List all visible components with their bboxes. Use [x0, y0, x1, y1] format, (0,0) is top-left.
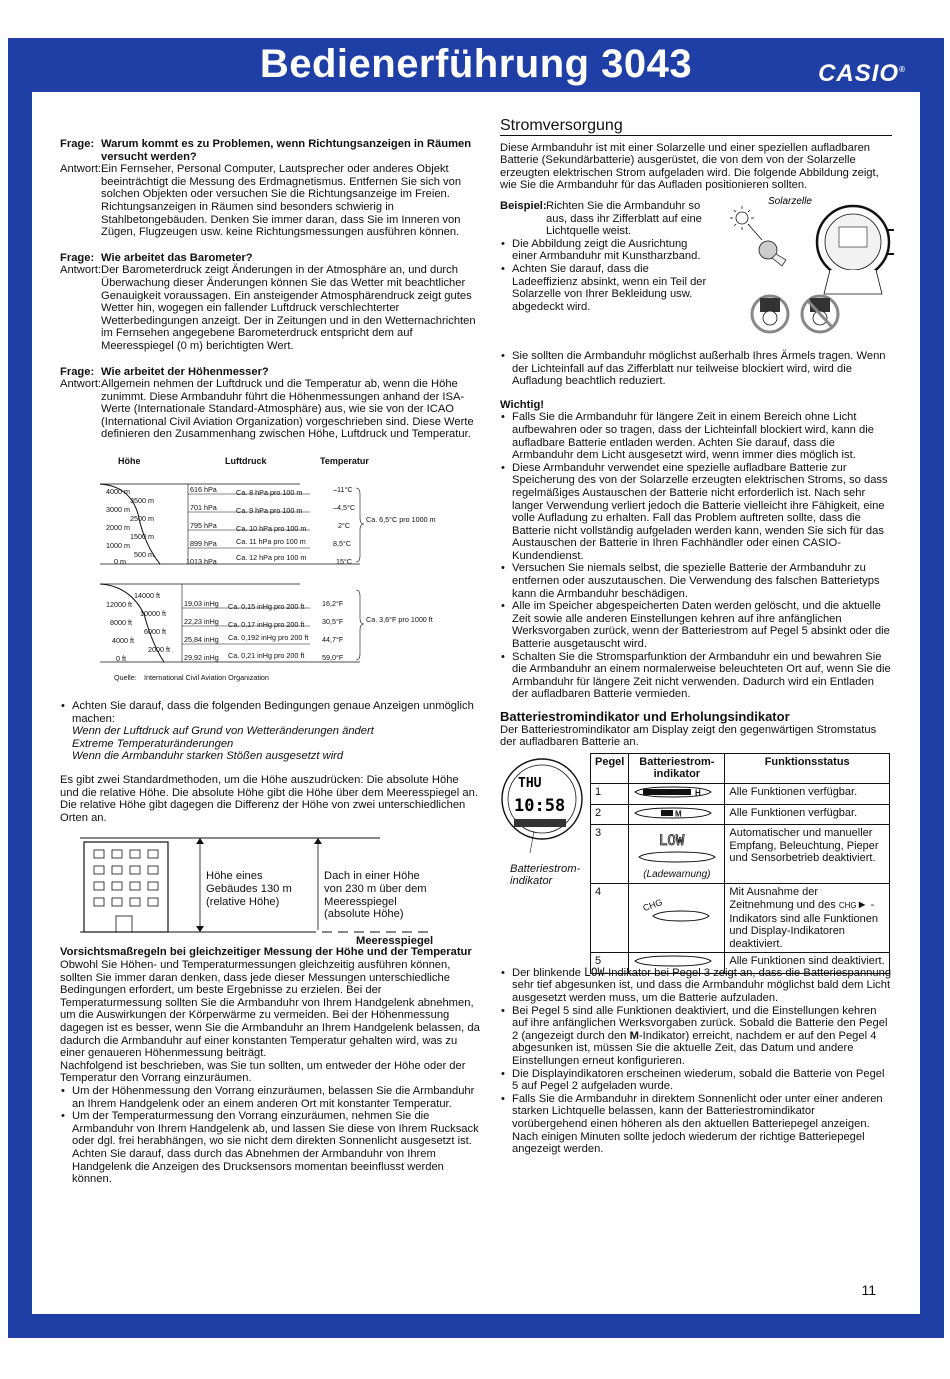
left-column [60, 138, 480, 1186]
conditions-list [60, 700, 480, 763]
relative-height-label: Höhe eines Gebäudes 130 m (relative Höhe) [206, 870, 292, 908]
note-text: -Indikator) erreicht, nachdem er auf den Pegel 4 abgesunken ist, müssen Sie die aktuelle Zeit, das Datum und andere Einstellungen erneut konfigurieren. [512, 1029, 877, 1067]
display-time: 10:58 [514, 795, 566, 816]
table-row [591, 825, 890, 884]
no-cover-icon [752, 296, 838, 332]
list-item [500, 967, 892, 1005]
question-label: Frage: [60, 138, 95, 150]
precaution-title: Vorsichtsmaßregeln bei gleichzeitiger Messung der Höhe und der Temperatur [60, 946, 472, 959]
metric-rate: Ca. 9 hPa pro 100 m [236, 506, 303, 516]
building-diagram [60, 836, 480, 946]
metric-alt: 1000 m [106, 541, 130, 551]
metric-pressure: 795 hPa [190, 521, 217, 531]
building-icon [84, 842, 168, 932]
battery-table [590, 753, 890, 974]
imperial-pressure: 19,03 inHg [184, 599, 219, 609]
indicator-cell [629, 804, 725, 825]
metric-rate: Ca. 10 hPa pro 100 m [236, 524, 307, 534]
note-text: Der blinkende [512, 966, 585, 979]
example-list [500, 238, 710, 314]
isa-header-altitude: Höhe [118, 456, 141, 467]
level-cell: 4 [591, 884, 629, 953]
indicator-letter: H [695, 788, 702, 798]
charge-warning-label: (Ladewarnung) [643, 868, 711, 880]
imperial-alt: 12000 ft [106, 600, 132, 610]
answer-label: Antwort: [60, 264, 102, 277]
solar-cell-label: Solarzelle [768, 195, 812, 207]
answer-text: Allgemein nehmen der Luftdruck und die Temperatur ab, wenn die Höhe zunimmt. Diese Armbanduhr führt die Höhenmessungen anhand der ISA-Werte (Internationale Standard-Atmosphäre) aus, wie sie von der ICAO (International Civil Aviation Organization) vorgeschrieben sind. Diese Werte definieren den Zusammenhang zwischen Höhe, Luftdruck und Temperatur. [101, 378, 474, 441]
battery-indicator-icon [633, 955, 713, 967]
table-header: Pegel [591, 753, 629, 783]
list-item [500, 1005, 892, 1068]
imperial-alt: 4000 ft [112, 636, 134, 646]
metric-temp: 8,5°C [333, 539, 352, 549]
condition-item: Wenn die Armbanduhr starken Stößen ausgesetzt wird [72, 750, 344, 763]
indicator-caption: Batteriestrom-indikator [510, 862, 581, 888]
chg-text: CHG [641, 897, 665, 914]
indicator-letter: M [675, 809, 683, 819]
answer-text: Der Barometerdruck zeigt Änderungen in der Atmosphäre an, und durch Überwachung dieser Änderungen können Sie das Wetter mit beachtlicher Genauigkeit voraussagen. Ein ansteigender Atmosphärendruck zeigt gutes Wetter hin, wogegen ein fallender Luftdruck verschlechterter Wetterbedingungen anzeigt. Der in Zeitungen und in den Wetternachrichten im Fernsehen angegebene Barometerdruck entspricht dem auf Meeresspiegel (0 m) berichtigten Wert. [101, 264, 476, 352]
level-cell: 1 [591, 783, 629, 804]
metric-pressure: 701 hPa [190, 503, 217, 513]
registered-mark: ® [899, 65, 906, 74]
sea-level-label: Meeresspiegel [356, 935, 434, 948]
page-number: 11 [861, 1282, 876, 1298]
precaution-list [60, 1085, 480, 1186]
table-row [591, 804, 890, 825]
metric-alt: 3000 m [106, 505, 130, 515]
isa-diagram [60, 454, 480, 694]
watch-display-illustration [500, 757, 584, 857]
page-content [32, 92, 920, 1314]
question-text: Wie arbeitet das Barometer? [101, 251, 253, 264]
list-item: • Diese Armbanduhr verwendet eine spezielle aufladbare Batterie zur Speicherung des von der Solarzelle erzeugten elektrischen Stroms, so dass regelmäßiges Austauschen der Batterie nicht erforderlich ist. Nach sehr langer Verwendung verliert jedoch die Batterie vielleicht ihre Fähigkeit, eine volle Aufladung zu erhalten. Fall das Problem auftreten sollte, dass die Batterie nicht vollständig aufgeladen werden kann, wenden Sie sich für das Austauschen der Batterie in Ihren Fachhändler oder einen CASIO-Kundendienst. [500, 462, 892, 563]
isa-header-temperature: Temperatur [320, 456, 369, 467]
example-text: Richten Sie die Armbanduhr so aus, dass ihr Zifferblatt auf eine Lichtquelle weist. [546, 199, 702, 238]
sleeve-list [500, 350, 892, 388]
status-cell: Alle Funktionen verfügbar. [725, 783, 890, 804]
metric-alt: 4000 m [106, 487, 130, 497]
level-cell: 2 [591, 804, 629, 825]
list-item: • Die Displayindikatoren erscheinen wiederum, sobald die Batterie von Pegel 5 auf Pegel 2 aufgeladen wurde. [500, 1068, 892, 1093]
imperial-pressure: 22,23 inHg [184, 617, 219, 627]
example-block [500, 195, 892, 350]
imperial-alt-mid: 6000 ft [144, 627, 166, 637]
page-title: Bedienerführung 3043 [259, 42, 693, 86]
section-title-power: Stromversorgung [500, 120, 892, 136]
status-cell: Mit Ausnahme der Zeitnehmung und des CHG► -Indikators sind alle Funktionen und Display-Indikatoren deaktiviert. [725, 884, 890, 953]
question-text: Wie arbeitet der Höhenmesser? [101, 365, 269, 378]
imperial-alt: 8000 ft [110, 618, 132, 628]
metric-temp: –11°C [333, 485, 353, 495]
warning-list [500, 411, 892, 701]
list-item: • Alle im Speicher abgespeicherten Daten werden gelöscht, und die aktuelle Zeit sowie alle anderen Einstellungen kehren auf ihre anfänglichen Werksvorgaben zurück, wenn der Batteriestrom auf Pegel 5 absinkt oder die Batterie ausgetauscht wird. [500, 600, 892, 650]
low-text: LOW [658, 833, 685, 850]
imperial-alt: 0 ft [116, 654, 126, 664]
status-text-b: -Indikators sind alle Funktionen und Display-Indikatoren deaktiviert. [729, 898, 878, 950]
list-item: • Versuchen Sie niemals selbst, die spezielle Batterie der Armbanduhr zu entfernen oder auszutauschen. Die Verwendung des falschen Batterietyps kann die Armbanduhr beschädigen. [500, 562, 892, 600]
question-label: Frage: [60, 365, 95, 378]
power-text: Diese Armbanduhr ist mit einer Solarzelle und einer speziellen aufladbaren Batterie (Sekundärbatterie) ausgerüstet, die von dem von der Solarzelle erzeugten elektrischen Strom aufgeladen wird. Die folgende Abbildung zeigt, wie Sie die Armbanduhr für das Aufladen positionieren sollten. [500, 141, 879, 192]
list-item: • Um der Temperaturmessung den Vorrang einzuräumen, nehmen Sie die Armbanduhr von Ihrem Handgelenk ab, und lassen Sie diese von Ihrem Rucksack oder dgl. frei herabhängen, wo sie nicht dem direkten Sonnenlicht ausgesetzt ist. Achten Sie darauf, dass durch das Abnehmen der Armbanduhr von Ihrem Handgelenk die Anzeigen des Drucksensors momentan beeinflusst werden können. [60, 1110, 480, 1186]
metric-pressure: 899 hPa [190, 539, 217, 549]
answer-text: Ein Fernseher, Personal Computer, Lautsprecher oder anderes Objekt beeinträchtigt die Messung des Erdmagnetismus. Entfernen Sie sich von solchen Objekten oder versuchen Sie die Richtungsanzeige im Freien. Richtungsanzeigen in Räumen sind besonders schwierig in Stahlbetongebäuden. Denken Sie immer daran, dass Sie im Inneren von Zügen, Flugzeugen usw. keine Richtungsmessungen ausführen können. [101, 163, 462, 239]
imperial-temp: 44,7°F [322, 635, 344, 645]
note-text: -Indikator bei Pegel 3 zeigt an, dass die Batteriespannung sehr tief abgesunken ist, und dass die Armbanduhr möglichst bald dem Licht ausgesetzt werden muss, um die Batterie aufzuladen. [512, 966, 892, 1004]
indicator-cell [629, 783, 725, 804]
metric-alt-mid: 2500 m [130, 514, 154, 524]
watch-small-icon [759, 241, 786, 266]
battery-block [500, 753, 892, 968]
faq-item [60, 252, 480, 353]
methods-paragraph: Es gibt zwei Standardmethoden, um die Höhe auszudrücken: Die absolute Höhe und die relative Höhe. Die absolute Höhe gibt die Höhe über dem Meeresspiegel an. Die relative Höhe gibt dagegen die Differenz der Höhe von zwei unterschiedlichen Orten an. [60, 774, 478, 824]
table-row [591, 783, 890, 804]
condition-item: Wenn der Luftdruck auf Grund von Wetteränderungen ändert [72, 725, 374, 738]
metric-alt: 2000 m [106, 523, 130, 533]
imperial-alt-mid: 2000 ft [148, 645, 170, 655]
imperial-temp: 16,2°F [322, 599, 344, 609]
level-cell: 3 [591, 825, 629, 884]
indicator-cell [629, 825, 725, 884]
list-item: • Falls Sie die Armbanduhr für längere Zeit in einem Bereich ohne Licht aufbewahren oder so tragen, dass der Lichteinfall blockiert wird, kann die aufladbare Batterie entladen werden. Achten Sie darauf, dass die Armbanduhr dem Licht ausgesetzt wird, wenn immer dies möglich ist. [500, 411, 892, 461]
header [8, 38, 944, 90]
battery-indicator-icon [633, 807, 713, 819]
display-day: THU [518, 775, 542, 791]
imperial-pressure: 25,84 inHg [184, 635, 219, 645]
metric-lapse-text: Ca. 6,5°C pro 1000 m [366, 515, 436, 525]
battery-intro: Der Batteriestromindikator am Display zeigt den gegenwärtigen Stromstatus der aufladbaren Batterie an. [500, 723, 877, 749]
watch-face-icon [817, 206, 894, 294]
example-label: Beispiel: [500, 199, 547, 212]
battery-indicator-icon [633, 786, 713, 798]
metric-alt-mid: 3500 m [130, 496, 154, 506]
list-item: • Sie sollten die Armbanduhr möglichst außerhalb Ihres Ärmels tragen. Wenn der Lichteinfall auf das Zifferblatt nur teilweise blockiert wird, wird die Aufladung beachtlich reduziert. [500, 350, 892, 388]
source-text: International Civil Aviation Organization [144, 673, 269, 683]
metric-temp: 15°C [336, 557, 353, 567]
imperial-rate: Ca. 0,21 inHg pro 200 ft [228, 651, 305, 661]
metric-rate: Ca. 11 hPa pro 100 m [236, 537, 306, 547]
imperial-alt-mid: 14000 ft [134, 591, 160, 601]
absolute-height-label: Dach in einer Höhe von 230 m über dem Meeresspiegel (absolute Höhe) [324, 870, 427, 921]
status-cell: Alle Funktionen sind deaktiviert. [725, 953, 890, 974]
precaution-text-2: Nachfolgend ist beschrieben, was Sie tun sollten, um entweder der Höhe oder der Temperatur den Vorrang einzuräumen. [60, 1059, 466, 1085]
metric-alt-mid: 500 m [134, 550, 154, 560]
question-label: Frage: [60, 251, 95, 264]
answer-label: Antwort: [60, 378, 102, 391]
right-column [500, 117, 892, 1156]
imperial-lapse: Ca. 3,6°F pro 1000 ft [366, 615, 433, 625]
metric-pressure: 1013 hPa [186, 557, 217, 567]
metric-temp: –4,5°C [333, 503, 356, 513]
metric-rate: Ca. 8 hPa pro 100 m [236, 488, 303, 498]
level-cell: 5 [591, 953, 629, 974]
imperial-pressure: 29,92 inHg [184, 653, 219, 663]
list-item: • Achten Sie darauf, dass die Ladeeffizienz absinkt, wenn ein Teil der Solarzelle von Ihrer Bekleidung usw. abgedeckt wird. [500, 263, 710, 313]
imperial-rate: Ca. 0,15 inHg pro 200 ft [228, 602, 305, 612]
imperial-temp: 30,5°F [322, 617, 344, 627]
imperial-alt-mid: 10000 ft [140, 609, 166, 619]
chg-inline: CHG [838, 900, 857, 910]
source-label: Quelle: [114, 673, 137, 683]
imperial-temp: 59,0°F [322, 653, 344, 663]
condition-item: Extreme Temperaturänderungen [72, 737, 234, 750]
conditions-intro: Achten Sie darauf, dass die folgenden Bedingungen genaue Anzeigen unmöglich machen: [72, 700, 474, 725]
status-cell: Alle Funktionen verfügbar. [725, 804, 890, 825]
list-item: • Schalten Sie die Stromsparfunktion der Armbanduhr ein und bewahren Sie die Armbanduhr an einem normalerweise beleuchteten Ort auf, wenn Sie die Armbanduhr für längere Zeit nicht verwenden. Dadurch wird ein Entladen der aufladbaren Batterie vermieden. [500, 651, 892, 701]
metric-rate: Ca. 12 hPa pro 100 m [236, 553, 307, 563]
list-item: • Falls Sie die Armbanduhr in direktem Sonnenlicht oder unter einer anderen starken Lichtquelle belassen, kann der Batteriestromindikator vorübergehend einen höheren als den aktuellen Batteriepegel anzeigen. Nach einigen Minuten sollte jedoch wiederum der richtige Batteriepegel angezeigt werden. [500, 1093, 892, 1156]
list-item: • Um der Höhenmessung den Vorrang einzuräumen, belassen Sie die Armbanduhr an Ihrem Handgelenk oder an einem anderen Ort mit konstanter Temperatur. [60, 1085, 480, 1110]
imperial-rate: Ca. 0,192 inHg pro 200 ft [228, 633, 309, 643]
metric-alt: 0 m [114, 557, 126, 567]
status-cell: Automatischer und manueller Empfang, Beleuchtung, Pieper und Sensorbetrieb deaktiviert. [725, 825, 890, 884]
casio-logo [818, 60, 906, 88]
metric-temp: 2°C [338, 521, 351, 531]
table-row [591, 884, 890, 953]
faq-item [60, 138, 480, 239]
indicator-cell [629, 884, 725, 953]
battery-notes-list [500, 967, 892, 1156]
list-item: • Die Abbildung zeigt die Ausrichtung einer Armbanduhr mit Kunstharzband. [500, 238, 710, 263]
sun-icon [730, 206, 762, 240]
charging-illustration [728, 194, 898, 334]
imperial-rate: Ca. 0,17 inHg pro 200 ft [228, 620, 305, 630]
list-item [60, 700, 480, 763]
precaution-text: Obwohl Sie Höhen- und Temperaturmessungen gleichzeitig ausführen können, sollten Sie immer daran denken, dass jede dieser Messungen unterschiedliche Bedingungen erfordert, um beste Ergebnisse zu erzielen. Bei der Temperaturmessung sollten Sie die Armbanduhr von Ihrem Handgelenk abnehmen, um die Auswirkungen der Körperwärme zu vermeiden. Bei der Höhenmessung dagegen ist es besser, wenn Sie die Armbanduhr an Ihrem Handgelenk belassen, da dadurch die Armbanduhr auf einer konstanten Temperatur gehalten wird, was zu einer genaueren Höhenmessung beiträgt. [60, 959, 480, 1060]
section-title-battery: Batteriestromindikator und Erholungsindikator [500, 709, 790, 724]
chg-indicator-icon [633, 886, 713, 926]
table-header: Batteriestrom-indikator [629, 753, 725, 783]
warning-title: Wichtig! [500, 398, 545, 411]
answer-label: Antwort: [60, 163, 102, 176]
low-indicator-icon [637, 827, 717, 865]
faq-item [60, 366, 480, 442]
status-text-a: Mit Ausnahme der Zeitnehmung und des [729, 886, 836, 911]
metric-lapse [366, 515, 436, 524]
note-text: Bei Pegel 5 sind alle Funktionen deaktiviert, und die Einstellungen kehren auf ihre anfänglichen Werksvorgaben zurück. Sobald die Batterie den Pegel 2 (angezeigt durch den [512, 1004, 888, 1042]
table-header: Funktionsstatus [725, 753, 890, 783]
low-inline: LOW [584, 965, 605, 979]
logo-text: CASIO [818, 60, 900, 87]
metric-pressure: 616 hPa [190, 485, 217, 495]
metric-alt-mid: 1500 m [130, 532, 154, 542]
question-text: Warum kommt es zu Problemen, wenn Richtungsanzeigen in Räumen versucht werden? [101, 138, 472, 163]
isa-header-pressure: Luftdruck [225, 456, 267, 467]
m-inline: M [629, 1029, 639, 1042]
